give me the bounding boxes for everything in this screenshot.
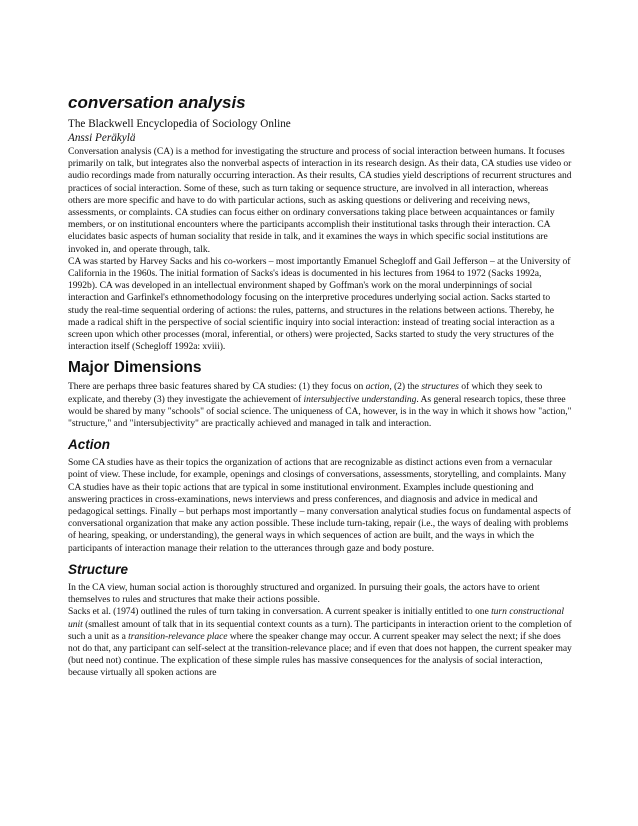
source-line: The Blackwell Encyclopedia of Sociology Online [68,118,291,130]
section-heading-structure: Structure [68,561,129,577]
action-paragraph: Some CA studies have as their topics the organization of actions that are recognizable as distinct actions even from a vernacular point of view. These include, for example, openings and closings of conversations, assessments, storytelling, and complaints. Many CA studies have as their topic actions that are typical in some institutional environment. Examples include questioning and answering practices in cross-examinations, news interviews and press conferences, and diagnosis and advice in medical and pedagogical settings. Finally – but perhaps most importantly – many conversation analytical studies focus on fundamental aspects of conversational organization that make any action possible. These include turn-taking, repair (i.e., the ways of dealing with problems of hearing, speaking, or understanding), the general ways in which sequences of action are built, and the ways in which the participants of interaction manage their relation to the utterances through gaze and body posture. [68,457,571,554]
document-page [68,93,572,680]
intro-paragraph-1: Conversation analysis (CA) is a method for investigating the structure and process of social interaction between humans. It focuses primarily on talk, but integrates also the nonverbal aspects of interaction in its research design. As their data, CA studies use video or audio recordings made from naturally occurring interaction. As their results, CA studies yield descriptions of recurrent structures and practices of social interaction. Some of these, such as turn taking or sequence structure, are involved in all interaction, whereas others are more specific and have to do with particular actions, such as asking questions or delivering and receiving news, assessments, or complaints. CA studies can focus either on ordinary conversations taking place between acquaintances or family members, or on institutional encounters where the participants accomplish their institutional tasks through their interaction. CA elucidates basic aspects of human sociality that reside in talk, and it examines the ways in which specific social institutions are invoked in, and operate through, talk. [68,146,572,255]
intro-paragraph-2: CA was started by Harvey Sacks and his co-workers – most importantly Emanuel Schegloff and Gail Jefferson – at the University of California in the 1960s. The initial formation of Sacks's ideas is documented in his lectures from 1964 to 1972 (Sacks 1992a, 1992b). CA was developed in an intellectual environment shaped by Goffman's work on the moral underpinnings of social interaction and Garfinkel's ethnomethodology focusing on the interpretive procedures underlying social action. Sacks started to study the real-time sequential ordering of actions: the rules, patterns, and structures in the relations between actions. Thereby, he made a radical shift in the perspective of social scientific inquiry into social interaction: instead of treating social interaction as a screen upon which other processes (moral, inferential, or others) were projected, Sacks started to study the very structures of the interaction itself (Schegloff 1992a: xviii). [68,255,571,353]
major-dimensions-paragraph: There are perhaps three basic features shared by CA studies: (1) they focus on action, (2) the structures of which they seek to explicate, and thereby (3) they investigate the achievement of intersubjective understanding. As general research topics, these three would be shared by many "schools" of social science. The uniqueness of CA, however, is in the way in which it shows how "action," "structure," and "intersubjectivity" are practically achieved and managed in talk and interaction. [68,381,572,430]
structure-paragraph-2: Sacks et al. (1974) outlined the rules of turn taking in conversation. A current speaker is initially entitled to one turn constructional unit (smallest amount of talk that in its sequential context counts as a turn). The participants in interaction orient to the completion of such a unit as a transition-relevance place where the speaker change may occur. A current speaker may select the next; if she does not do that, any participant can self-select at the transition-relevance place; and if even that does not happen, the current speaker may (but need not) continue. The explication of these simple rules has massive consequences for the analysis of social interaction, because virtually all spoken actions are [68,606,572,679]
section-heading-major-dimensions: Major Dimensions [68,359,202,377]
section-heading-action: Action [68,437,110,453]
author-line: Anssi Peräkylä [68,132,136,144]
document-title: conversation analysis [68,93,246,112]
structure-paragraph-1: In the CA view, human social action is thoroughly structured and organized. In pursuing their goals, the actors have to orient themselves to rules and structures that make their actions possible. [68,581,540,606]
